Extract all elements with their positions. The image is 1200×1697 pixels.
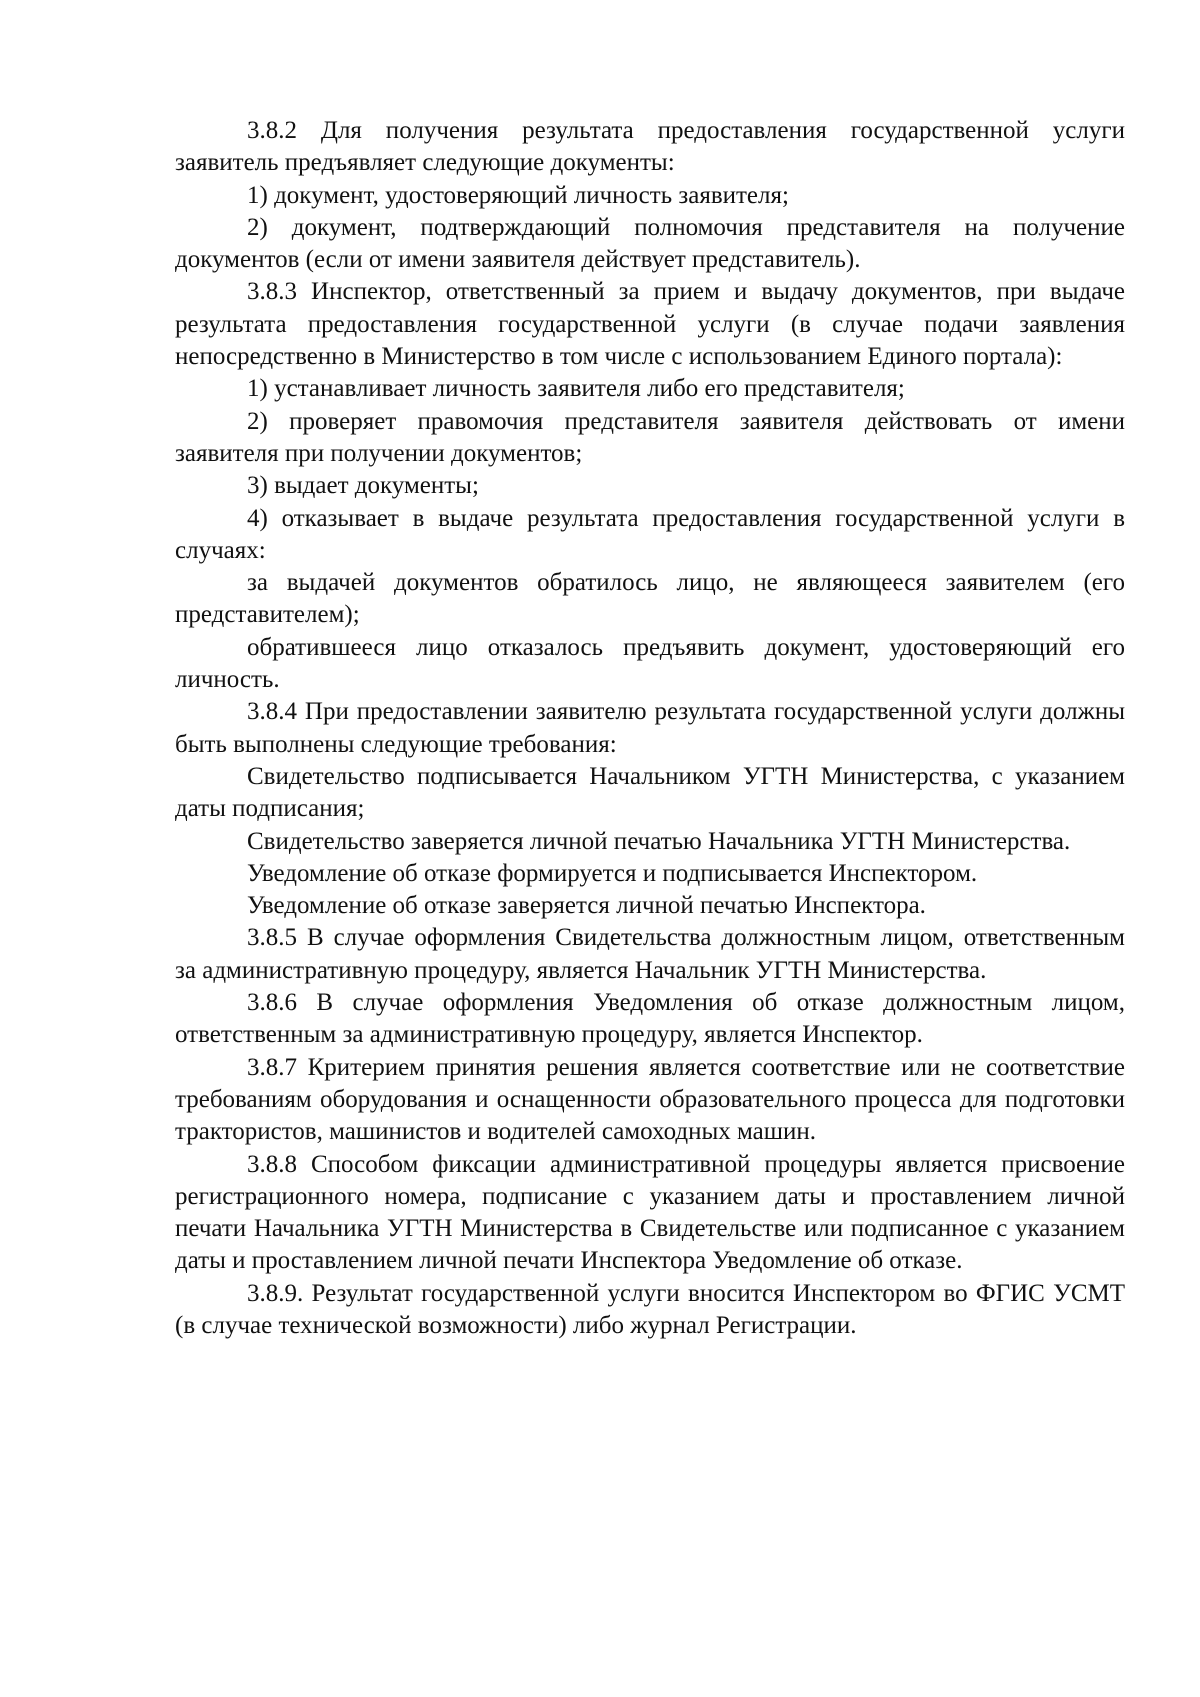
paragraph-3-8-8: 3.8.8 Способом фиксации административной процедуры является присвоение регистрационного номера, подписание с указанием даты и проставлением личной печати Начальника УГТН Министерства в Свидетельстве или подписанное с указанием даты и проставлением личной печати Инспектора Уведомление об отказе.	[175, 1150, 1125, 1275]
paragraph-requirement-4: Уведомление об отказе заверяется личной печатью Инспектора.	[247, 892, 926, 920]
paragraph-3-8-5: 3.8.5 В случае оформления Свидетельства должностным лицом, ответственным за административную процедуру, является Начальник УГТН Министерства.	[175, 924, 1125, 984]
paragraph-3-8-3-item-3: 3) выдает документы;	[247, 472, 479, 500]
paragraph-3-8-4: 3.8.4 При предоставлении заявителю результата государственной услуги должны быть выполнены следующие требования:	[175, 698, 1125, 758]
paragraph-3-8-3-item-1: 1) устанавливает личность заявителя либо его представителя;	[247, 375, 905, 403]
paragraph-refusal-case-1: за выдачей документов обратилось лицо, не являющееся заявителем (его представителем);	[175, 569, 1125, 629]
paragraph-3-8-9: 3.8.9. Результат государственной услуги вносится Инспектором во ФГИС УСМТ (в случае технической возможности) либо журнал Регистрации.	[175, 1279, 1125, 1339]
paragraph-3-8-2-item-1: 1) документ, удостоверяющий личность заявителя;	[247, 181, 789, 209]
paragraph-refusal-case-2: обратившееся лицо отказалось предъявить документ, удостоверяющий его личность.	[175, 633, 1125, 694]
paragraph-3-8-3-item-2: 2) проверяет правомочия представителя заявителя действовать от имени заявителя при получении документов;	[175, 407, 1125, 467]
paragraph-requirement-3: Уведомление об отказе формируется и подписывается Инспектором.	[247, 859, 978, 887]
paragraph-requirement-1: Свидетельство подписывается Начальником УГТН Министерства, с указанием даты подписания;	[175, 762, 1125, 823]
paragraph-3-8-2: 3.8.2 Для получения результата предоставления государственной услуги заявитель предъявляет следующие документы:	[175, 117, 1125, 177]
paragraph-3-8-6: 3.8.6 В случае оформления Уведомления об отказе должностным лицом, ответственным за административную процедуру, является Инспектор.	[175, 989, 1125, 1049]
document-page	[175, 115, 1125, 1342]
paragraph-3-8-3-item-4: 4) отказывает в выдаче результата предоставления государственной услуги в случаях:	[175, 504, 1125, 564]
paragraph-3-8-3: 3.8.3 Инспектор, ответственный за прием и выдачу документов, при выдаче результата предоставления государственной услуги (в случае подачи заявления непосредственно в Министерство в том числе с использованием Единого портала):	[175, 278, 1125, 371]
paragraph-requirement-2: Свидетельство заверяется личной печатью Начальника УГТН Министерства.	[247, 827, 1071, 855]
paragraph-3-8-7: 3.8.7 Критерием принятия решения является соответствие или не соответствие требованиям оборудования и оснащенности образовательного процесса для подготовки трактористов, машинистов и водителей самоходных машин.	[175, 1053, 1125, 1146]
paragraph-3-8-2-item-2: 2) документ, подтверждающий полномочия представителя на получение документов (если от имени заявителя действует представитель).	[175, 213, 1125, 274]
